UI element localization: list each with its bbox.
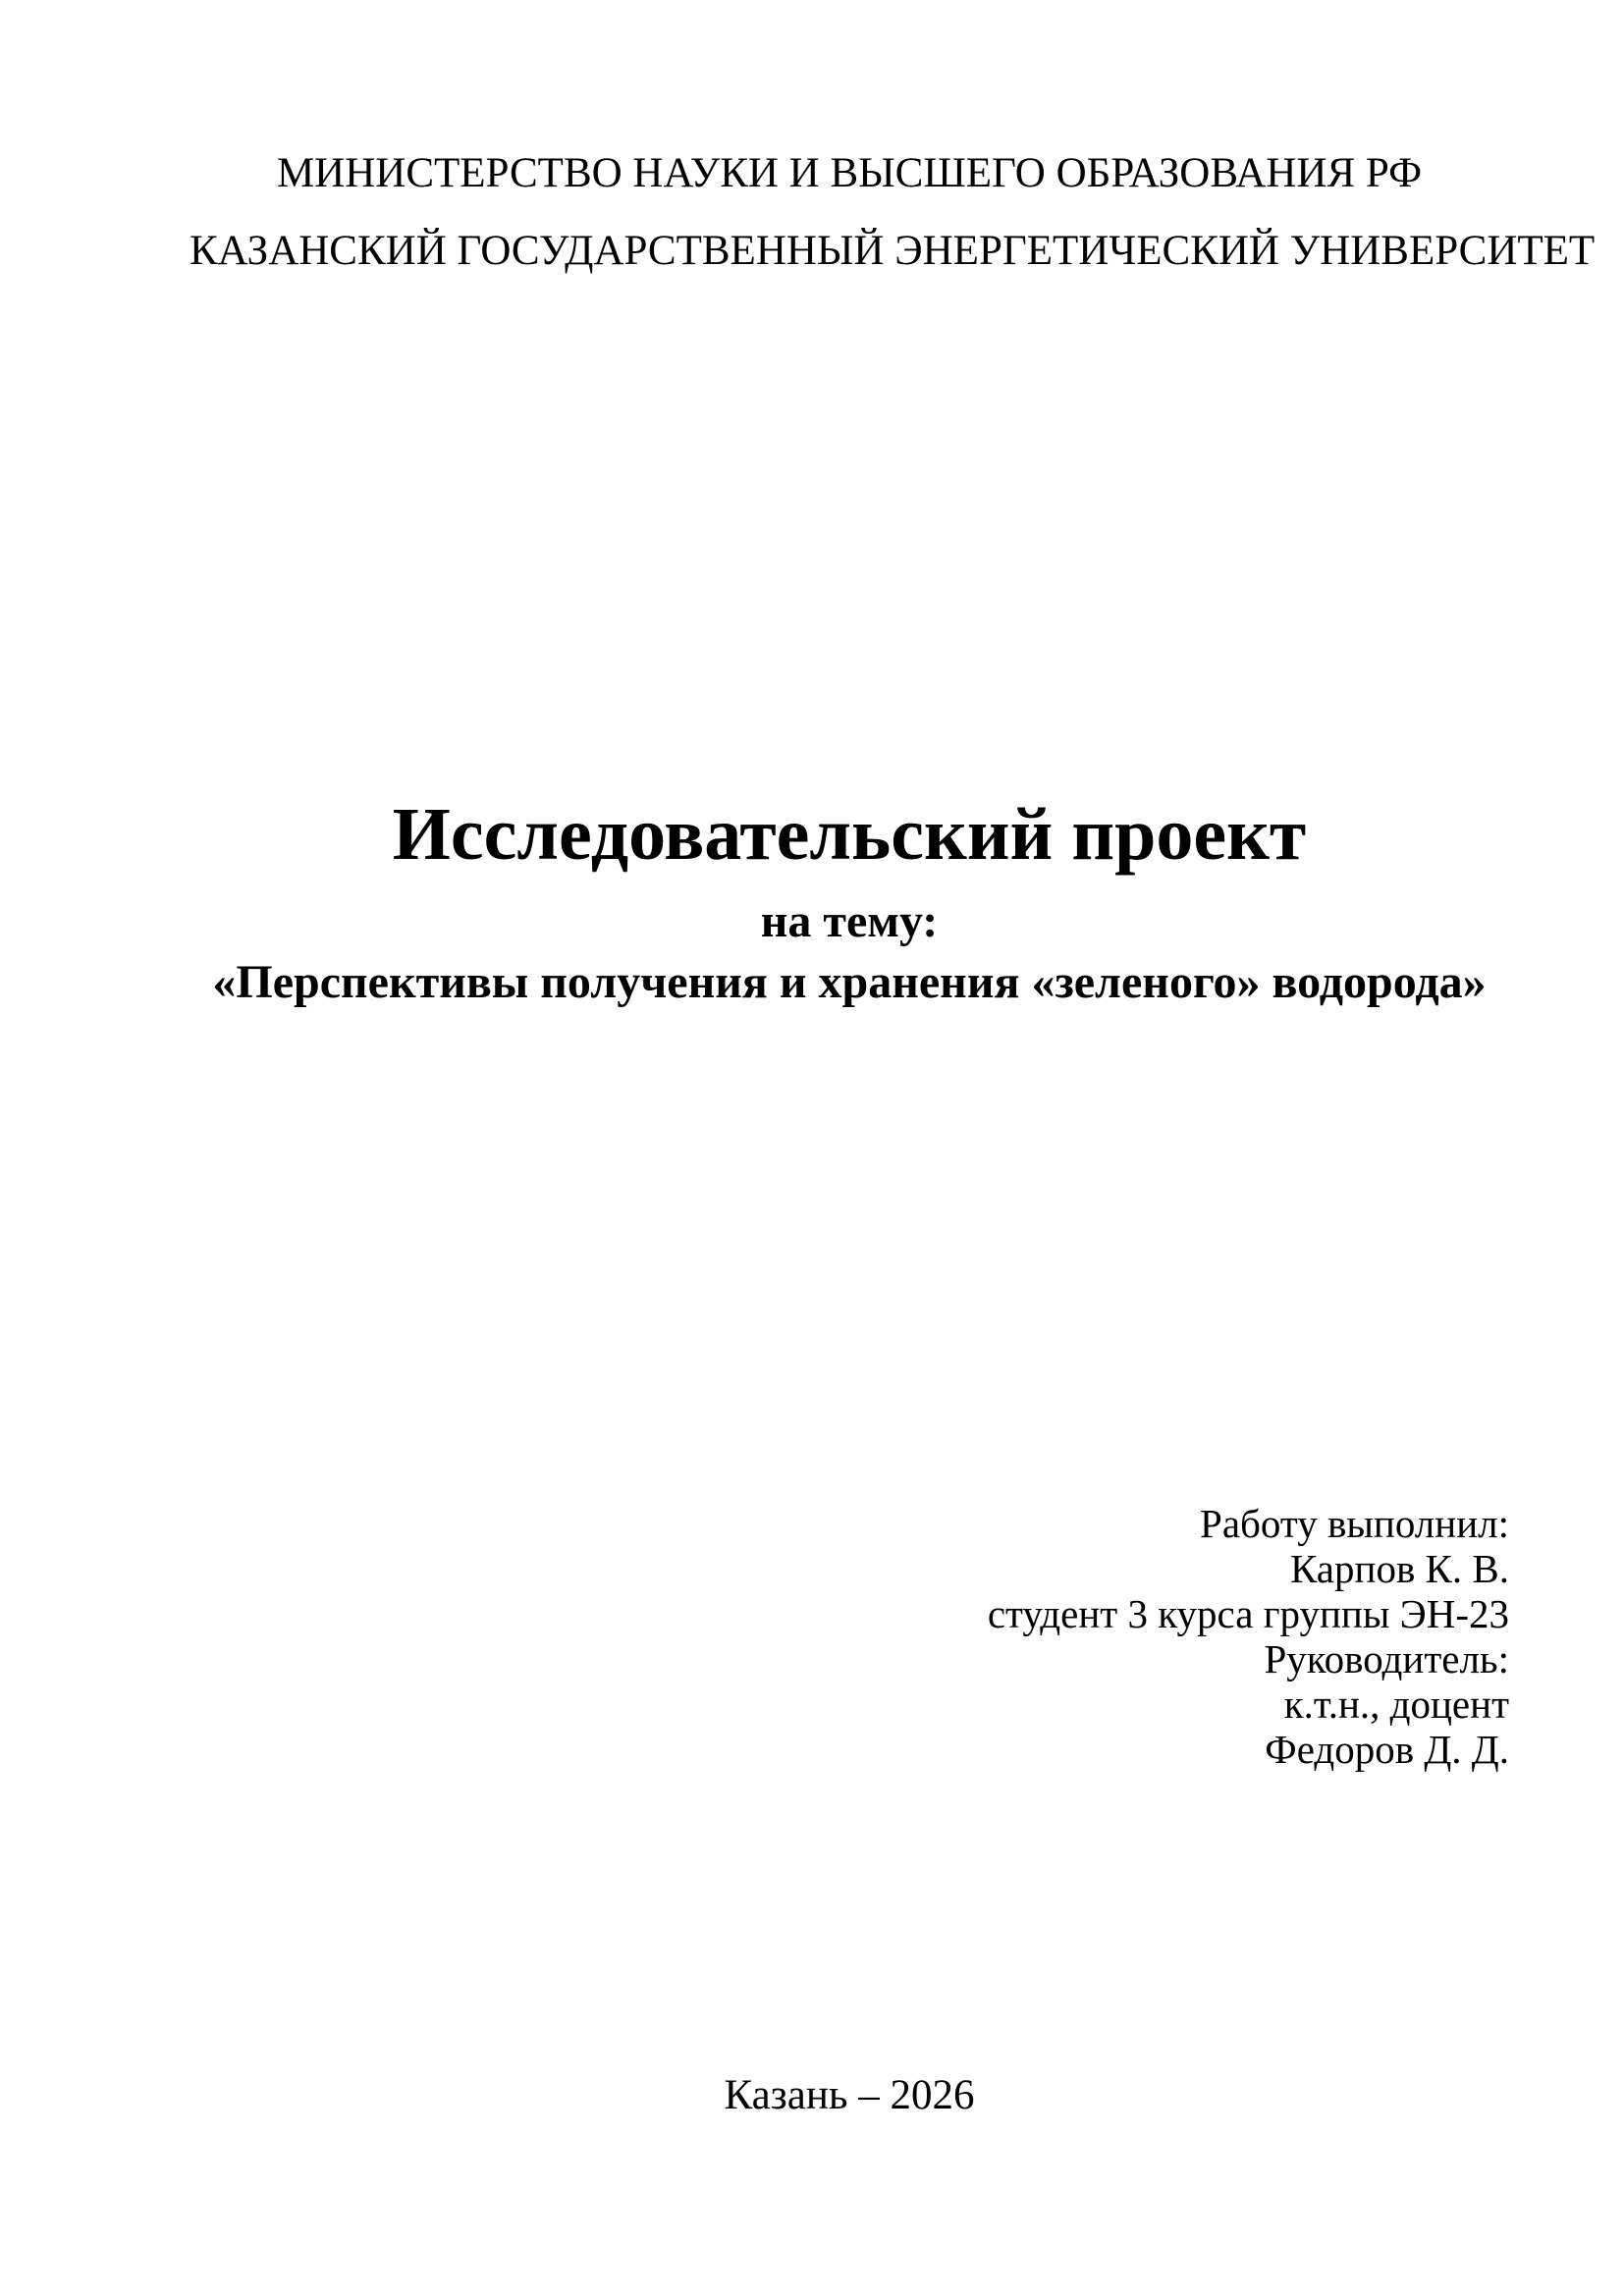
credit-line-supervisor-label: Руководитель: <box>1264 1636 1509 1682</box>
credit-line-student-group: студент 3 курса группы ЭН-23 <box>987 1591 1509 1636</box>
city-year-line: Казань – 2026 <box>724 2072 975 2118</box>
credits-block <box>189 1501 1509 1772</box>
project-subtitle: на тему: <box>760 895 939 947</box>
credit-line-supervisor-degree: к.т.н., доцент <box>1283 1682 1509 1727</box>
credit-line-supervisor-name: Федоров Д. Д. <box>1265 1727 1509 1772</box>
project-title: Исследовательский проект <box>392 793 1307 876</box>
project-topic: «Перспективы получения и хранения «зеленого» водорода» <box>212 956 1487 1008</box>
credit-line-student-name: Карпов К. В. <box>1290 1546 1509 1591</box>
university-heading: КАЗАНСКИЙ ГОСУДАРСТВЕННЫЙ ЭНЕРГЕТИЧЕСКИЙ УНИВЕРСИТЕТ <box>189 228 1596 274</box>
ministry-heading: МИНИСТЕРСТВО НАУКИ И ВЫСШЕГО ОБРАЗОВАНИЯ РФ <box>276 150 1423 196</box>
credit-line-performed-by: Работу выполнил: <box>1200 1501 1509 1546</box>
